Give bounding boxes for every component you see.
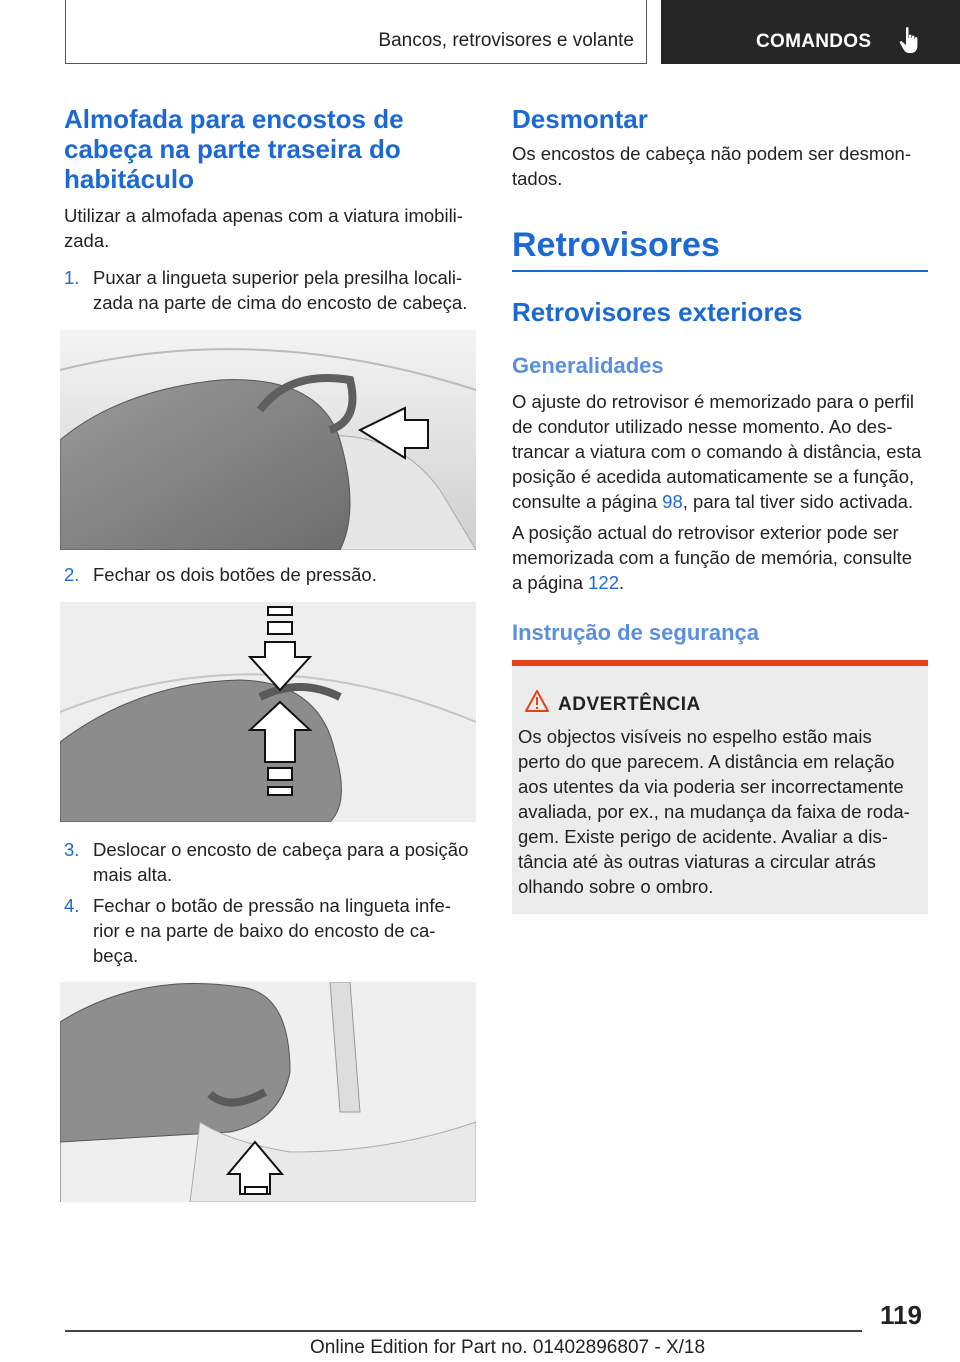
heading-divider — [512, 270, 928, 272]
step-number: 2. — [64, 564, 80, 585]
text-line: aos utentes da via poderia ser incorrectamente — [518, 776, 904, 797]
page-link-98[interactable]: 98 — [662, 491, 683, 512]
text-line: Deslocar o encosto de cabeça para a posição — [93, 839, 469, 860]
step-3 — [64, 837, 476, 887]
exteriores-heading: Retrovisores exteriores — [512, 297, 803, 327]
generalidades-heading: Generalidades — [512, 353, 664, 378]
text-line: Os encostos de cabeça não podem ser desmon- — [512, 143, 912, 164]
headrest-illustration-2 — [60, 602, 476, 822]
desmontar-paragraph — [512, 141, 911, 191]
footer-edition: Online Edition for Part no. 01402896807 - X/18 — [310, 1337, 706, 1358]
text-line: Os objectos visíveis no espelho estão mais — [518, 726, 872, 747]
text-line: Fechar o botão de pressão na lingueta infe- — [93, 895, 451, 916]
title-line: Almofada para encostos de — [64, 104, 404, 134]
step-1 — [64, 265, 476, 315]
text-line: Utilizar a almofada apenas com a viatura imobili- — [64, 205, 463, 226]
text-span: a página — [512, 572, 589, 593]
page-link-122[interactable]: 122 — [588, 572, 619, 593]
header-section-tab[interactable] — [661, 0, 960, 64]
text-line: Puxar a lingueta superior pela presilha locali- — [93, 267, 463, 288]
seguranca-heading: Instrução de segurança — [512, 620, 759, 645]
warning-body — [518, 724, 922, 899]
breadcrumb[interactable]: Bancos, retrovisores e volante — [378, 30, 634, 51]
text-line: memorizada com a função de memória, consulte — [512, 547, 912, 568]
headrest-illustration-3 — [60, 982, 476, 1202]
text-line: trancar a viatura com o comando à distância, esta — [512, 441, 922, 462]
text-line: zada. — [64, 230, 110, 251]
text-span: . — [619, 572, 625, 593]
generalidades-paragraph — [512, 389, 928, 514]
step-4 — [64, 893, 476, 968]
warning-box — [512, 660, 928, 914]
page-number: 119 — [880, 1300, 922, 1330]
header-breadcrumb-box — [65, 0, 647, 64]
title-line: cabeça na parte traseira do — [64, 134, 401, 164]
desmontar-heading: Desmontar — [512, 104, 648, 134]
intro-paragraph — [64, 203, 463, 253]
step-number: 4. — [64, 895, 80, 916]
step-number: 1. — [64, 267, 80, 288]
text-line: perto do que parecem. A distância em relação — [518, 751, 895, 772]
text-span: consulte a página — [512, 491, 663, 512]
title-line: habitáculo — [64, 164, 195, 194]
headrest-illustration-1 — [60, 330, 476, 550]
hand-pointer-icon — [898, 26, 922, 54]
text-line: A posição actual do retrovisor exterior pode ser — [512, 522, 899, 543]
text-line: rior e na parte de baixo do encosto de ca- — [93, 920, 436, 941]
text-span: , para tal tiver sido activada. — [682, 491, 914, 512]
text-line: posição é acedida automaticamente se a função, — [512, 466, 915, 487]
text-line: avaliada, por ex., na mudança da faixa de roda- — [518, 801, 910, 822]
text-line: olhando sobre o ombro. — [518, 876, 714, 897]
step-number: 3. — [64, 839, 80, 860]
retrovisores-heading: Retrovisores — [512, 226, 720, 264]
text-line: gem. Existe perigo de acidente. Avaliar a dis- — [518, 826, 888, 847]
text-line: beça. — [93, 945, 139, 966]
text-line: tados. — [512, 168, 563, 189]
text-line: mais alta. — [93, 864, 173, 885]
text-line: Fechar os dois botões de pressão. — [93, 564, 377, 585]
text-line: O ajuste do retrovisor é memorizado para o perfil — [512, 391, 915, 412]
text-line: zada na parte de cima do encosto de cabeça. — [93, 292, 468, 313]
text-line: de condutor utilizado nesse momento. Ao des- — [512, 416, 893, 437]
step-2 — [64, 562, 476, 587]
warning-triangle-icon — [524, 689, 550, 713]
footer-divider — [65, 1330, 862, 1332]
warning-title: ADVERTÊNCIA — [558, 694, 701, 715]
section-title: COMANDOS — [756, 31, 872, 52]
text-line: tância até às outras viaturas a circular atrás — [518, 851, 876, 872]
memoria-paragraph — [512, 520, 928, 595]
